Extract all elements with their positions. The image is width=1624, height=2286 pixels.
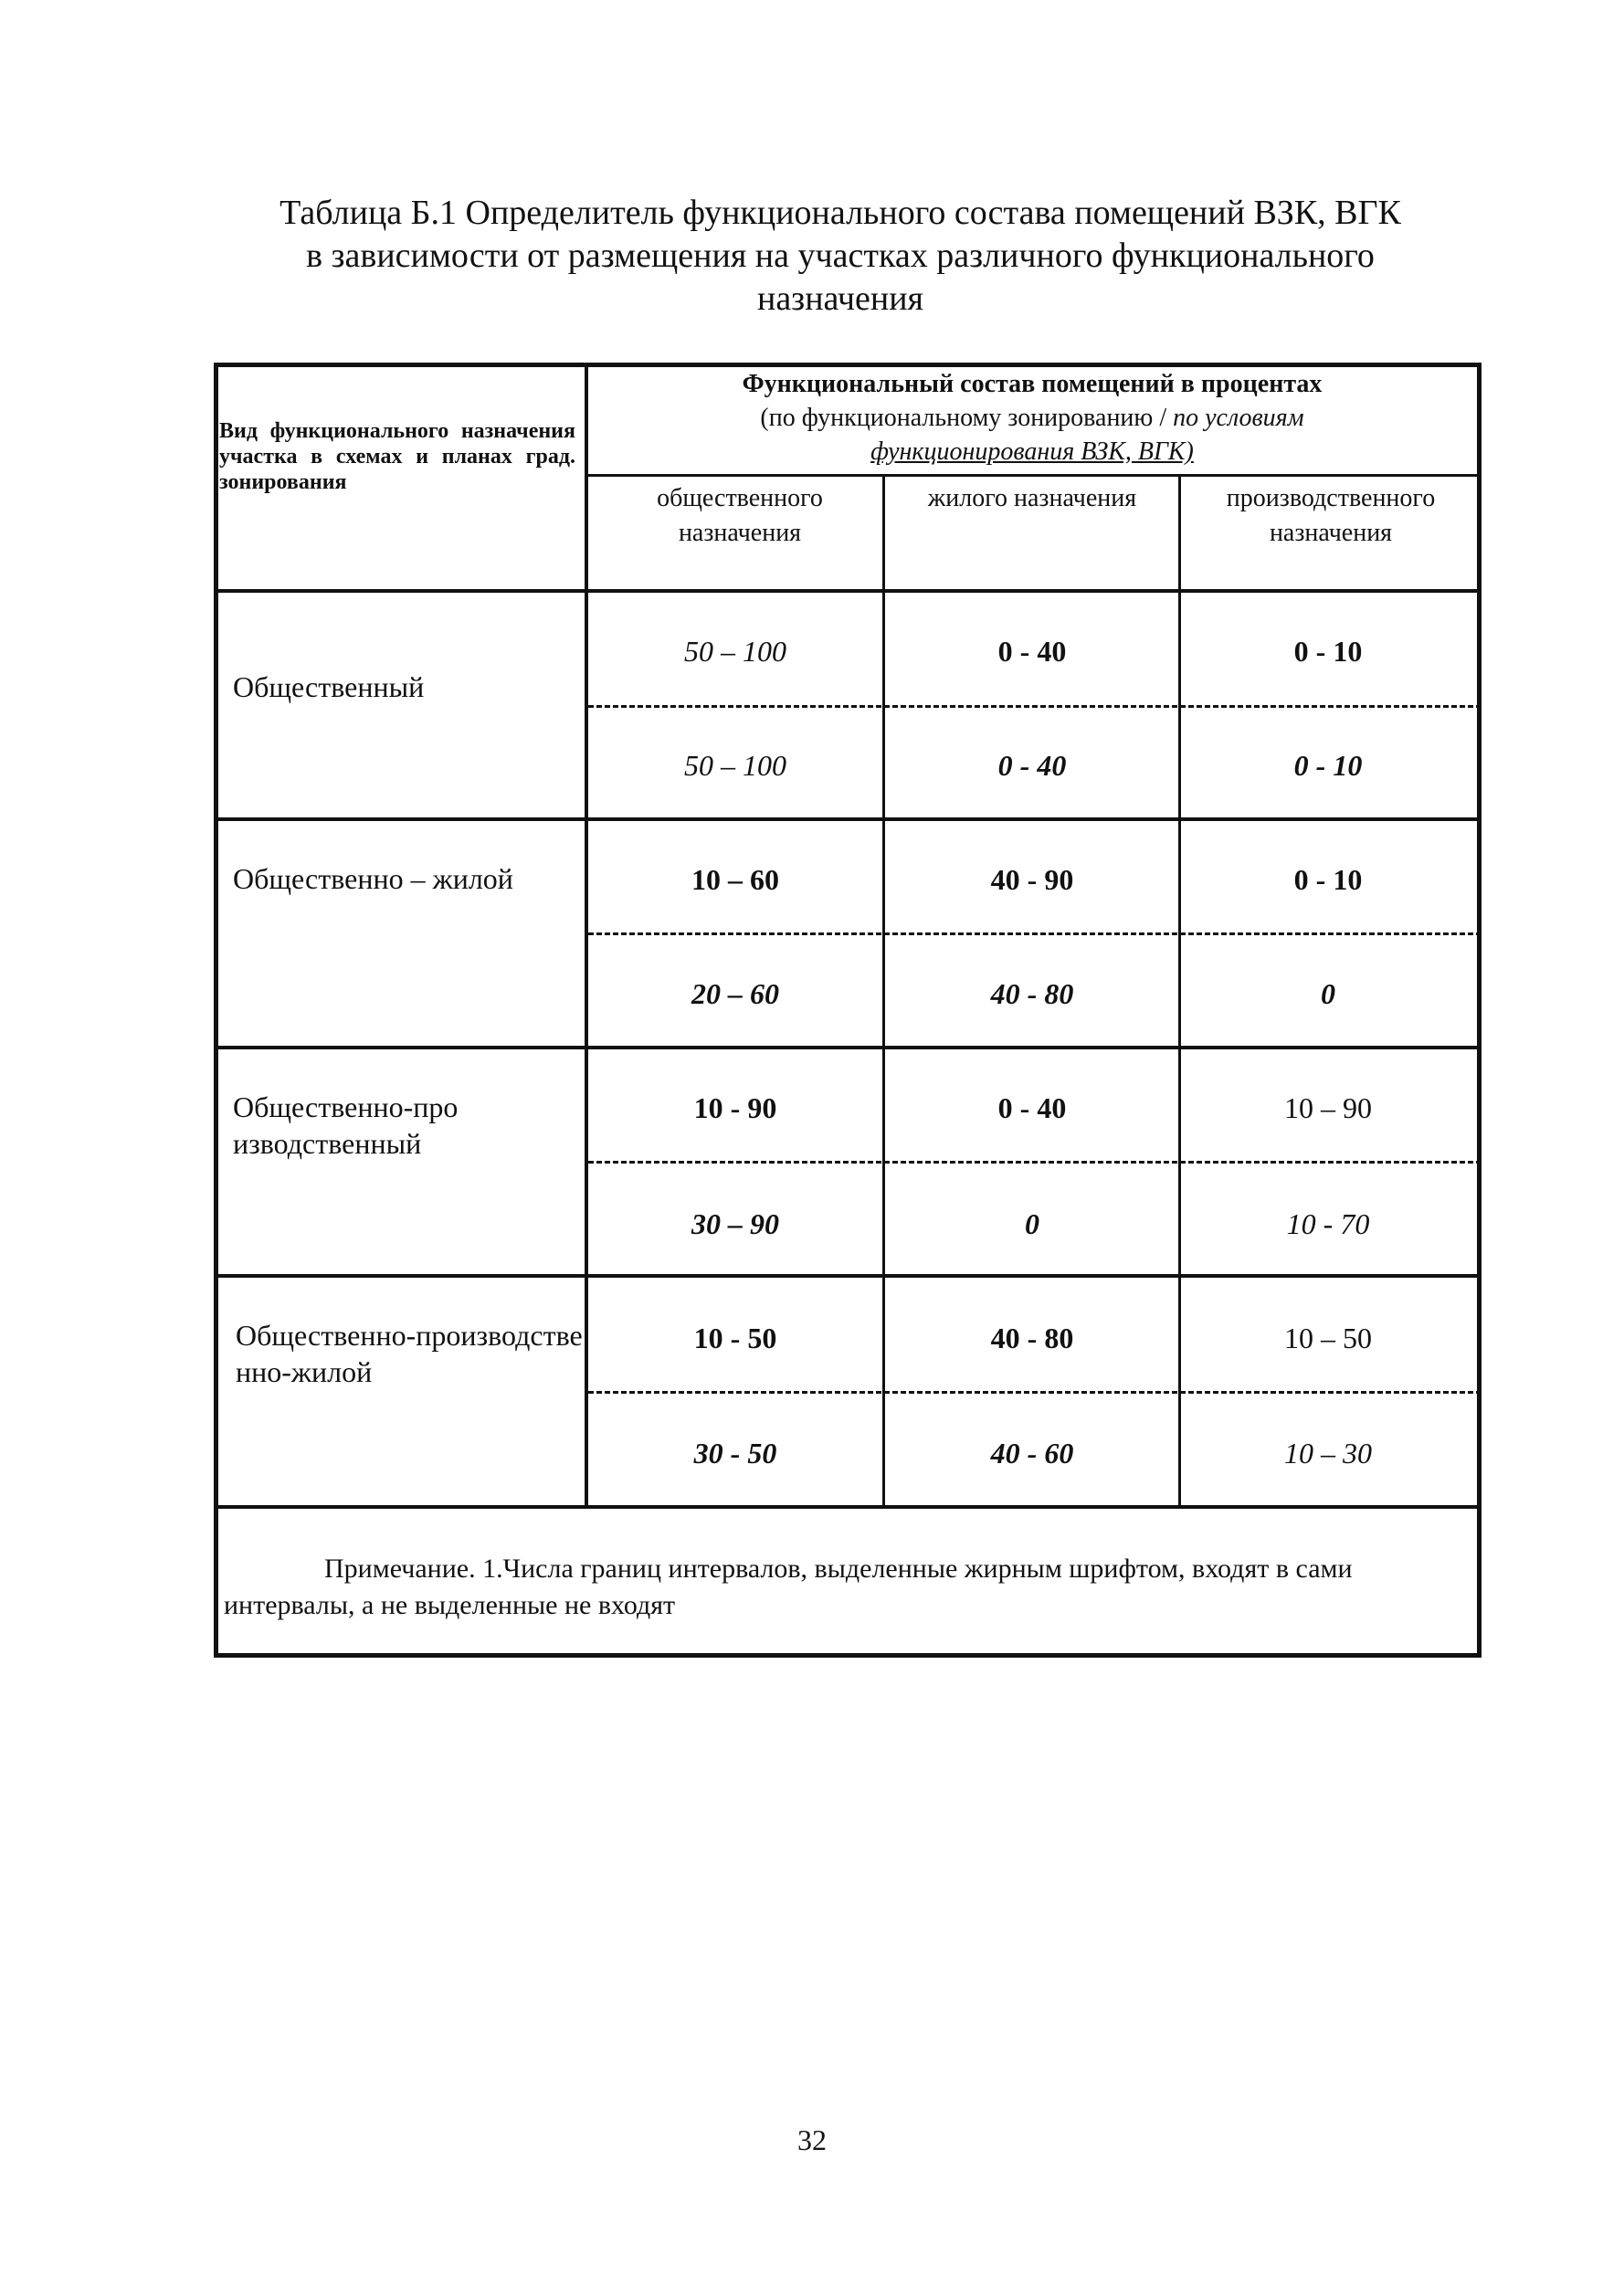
main-header [594,367,1471,469]
cell-value: 0 - 10 [1293,635,1363,668]
page-number: 32 [797,2123,827,2156]
cell-value: 0 [1321,977,1335,1010]
row-line-4 [214,1505,1482,1509]
cell-value: 0 [1025,1207,1039,1240]
cell-value: 10 - 90 [693,1091,777,1124]
cell-value: 40 - 80 [990,1322,1074,1354]
cell-value: 30 - 50 [693,1437,777,1470]
cell-value: 0 - 40 [997,749,1067,782]
dashed-separator [588,932,1482,935]
cell-value: 50 – 100 [684,749,786,782]
header-bottom-line [214,589,1482,593]
cell-value: 10 - 70 [1286,1207,1370,1240]
dashed-separator [588,705,1482,708]
cell-value: 40 - 80 [990,977,1074,1010]
table-note [224,1551,1471,1624]
row-label: Общественный [233,670,425,703]
corner-header: Вид функционального назначения участка в схемах и планах град. зонирования [219,419,575,494]
main-header-bold: Функциональный состав помещений в процентах [742,370,1323,398]
title-line-3: назначения [756,279,924,318]
cell-value: 30 – 90 [691,1207,779,1240]
cell-value: 0 - 40 [997,635,1067,668]
cell-value: 0 - 40 [997,1091,1067,1124]
row-label: Общественно-производственно-жилой [236,1319,583,1388]
cell-value: 40 - 90 [990,863,1074,896]
title-line-2: в зависимости от размещения на участках различного функционального [306,237,1375,275]
cell-value: 10 – 90 [1284,1091,1372,1124]
cell-value: 20 – 60 [691,977,779,1010]
table-note-text: Примечание. 1.Числа границ интервалов, выделенные жирным шрифтом, входят в сами интервалы, а не выделенные не входят [224,1554,1353,1620]
table-title [219,192,1461,321]
cell-value: 0 - 10 [1293,863,1363,896]
dashed-separator [588,1391,1482,1394]
column-header-public: общественного назначения [657,484,823,547]
column-header-residential: жилого назначения [927,484,1137,512]
dashed-separator [588,1161,1482,1164]
main-header-italic-2: функционирования ВЗК, ВГК) [870,437,1194,466]
main-header-italic-1: по условиям [1173,404,1304,432]
cell-value: 40 - 60 [990,1437,1074,1470]
cell-value: 10 – 60 [691,863,779,896]
title-line-1: Таблица Б.1 Определитель функционального состава помещений ВЗК, ВГК [279,194,1401,232]
main-header-plain: (по функциональному зонированию / [760,404,1174,432]
cell-value: 10 - 50 [693,1322,777,1354]
row-label: Общественно – жилой [233,862,513,895]
row-line-1 [214,817,1482,821]
row-line-2 [214,1046,1482,1049]
main-header-sub [594,401,1471,435]
cell-value: 10 – 30 [1284,1437,1372,1470]
column-header-industrial: производственного назначения [1226,484,1436,547]
row-label: Общественно-производственный [233,1090,459,1160]
cell-value: 10 – 50 [1284,1322,1372,1354]
subheader-line [585,474,1482,477]
cell-value: 50 – 100 [684,635,786,668]
row-line-3 [214,1274,1482,1278]
cell-value: 0 - 10 [1293,749,1363,782]
